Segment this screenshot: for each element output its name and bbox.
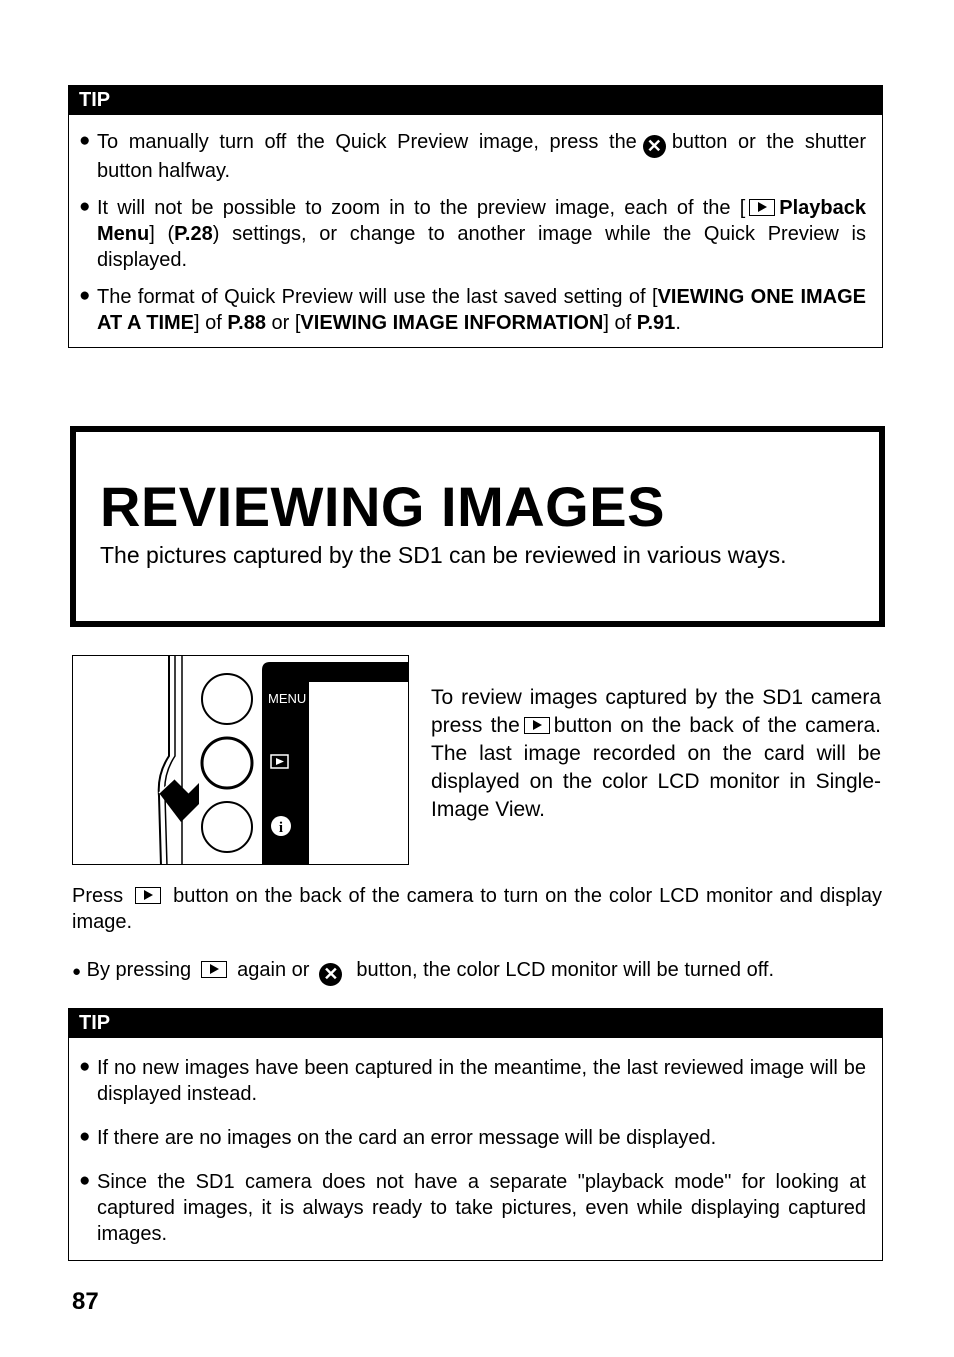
bullet-icon: ● [79, 130, 91, 151]
camera-back-illustration [72, 655, 409, 865]
tip-item-format [79, 284, 866, 336]
tip-text: Since the SD1 camera does not have a separate "playback mode" for looking at captured images, it is always ready to take pictures, even while displaying captured images. [97, 1171, 866, 1245]
press-instructions [72, 883, 882, 935]
info-icon: i [278, 820, 284, 836]
tip-label: TIP [69, 1009, 882, 1038]
tip-item [79, 1169, 866, 1247]
page-number: 87 [72, 1288, 99, 1315]
menu-label: MENU [268, 691, 307, 706]
tip-text: ) settings, or change to another image while the Quick Preview is displayed. [97, 223, 866, 271]
tip-text: button or the shutter button halfway. [97, 131, 866, 182]
playback-button-icon [749, 199, 775, 216]
tip-list [69, 1038, 882, 1257]
setting-ref: VIEWING ONE IMAGE AT A TIME [97, 286, 866, 334]
camera-buttons-drawing [73, 656, 409, 865]
cancel-button-icon: ✕ [643, 135, 666, 158]
playback-button-icon [201, 961, 227, 978]
review-text: button on the back of the camera. The last image recorded on the card will be displayed on the color LCD monitor in Single-Image View. [431, 714, 881, 821]
section-heading-box [70, 426, 885, 627]
bullet-icon: ● [72, 963, 82, 980]
tip-text: It will not be possible to zoom in to the preview image, each of the [ [97, 197, 746, 219]
tip-item [79, 1055, 866, 1107]
tip-text: ] of [194, 312, 228, 334]
tip-text: or [ [265, 312, 301, 334]
section-subtitle: The pictures captured by the SD1 can be reviewed in various ways. [100, 542, 787, 568]
playback-button-icon [524, 717, 550, 734]
tip-text: ] of [603, 312, 637, 334]
page-ref: P.91 [636, 312, 676, 334]
setting-ref: VIEWING IMAGE INFORMATION [300, 312, 604, 334]
tip-text: ] ( [149, 223, 175, 245]
page-ref: P.28 [174, 223, 213, 245]
press-text: Press [72, 885, 124, 907]
note-text: By pressing [86, 959, 192, 981]
review-instructions [431, 684, 881, 824]
tip-text: To manually turn off the Quick Preview image, press the [97, 131, 637, 153]
tip-item-quick-preview-off [79, 129, 866, 184]
playback-button-icon [135, 887, 161, 904]
tip-text: If there are no images on the card an error message will be displayed. [97, 1127, 717, 1149]
press-text: button on the back of the camera to turn on the color LCD monitor and display image. [72, 885, 882, 933]
note-text: again or [237, 959, 310, 981]
bullet-icon: ● [79, 196, 91, 217]
tip-item [79, 1125, 866, 1151]
turn-off-note [72, 957, 882, 986]
tip-item-no-zoom [79, 195, 866, 273]
bullet-icon: ● [79, 1056, 91, 1077]
tip-label: TIP [69, 86, 882, 115]
playback-menu-ref: Playback Menu [97, 197, 866, 245]
tip-text: . [675, 312, 681, 334]
cancel-button-icon: ✕ [319, 963, 342, 986]
page-ref: P.88 [227, 312, 266, 334]
tip-list [69, 115, 882, 346]
note-text: button, the color LCD monitor will be turned off. [356, 959, 775, 981]
bullet-icon: ● [79, 1126, 91, 1147]
tip-box-2 [68, 1008, 883, 1261]
tip-box-1 [68, 85, 883, 348]
bullet-icon: ● [79, 285, 91, 306]
section-title: REVIEWING IMAGES [100, 475, 665, 538]
tip-text: If no new images have been captured in the meantime, the last reviewed image will be displayed instead. [97, 1057, 866, 1105]
review-text: To review images captured by the SD1 camera press the [431, 686, 881, 737]
tip-text: The format of Quick Preview will use the last saved setting of [ [97, 286, 658, 308]
bullet-icon: ● [79, 1170, 91, 1191]
